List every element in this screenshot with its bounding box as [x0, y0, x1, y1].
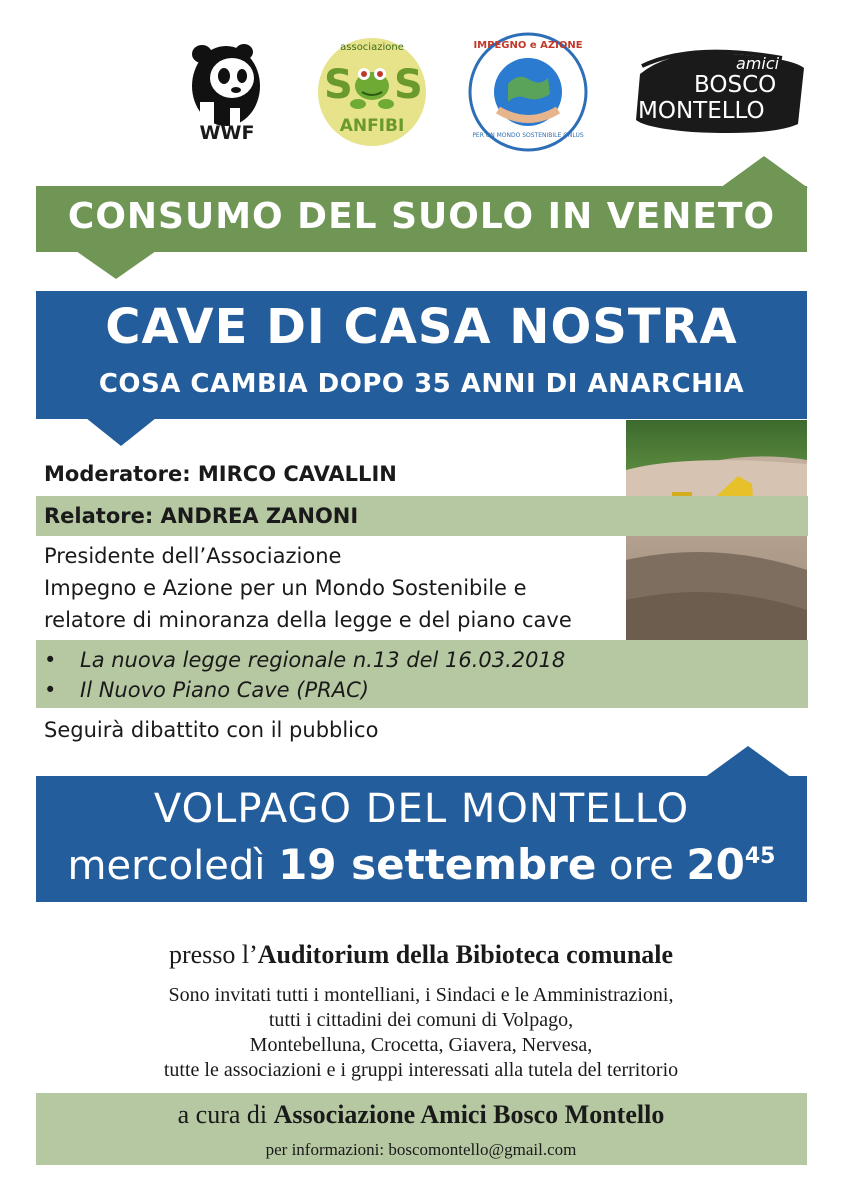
- topic-text: La nuova legge regionale n.13 del 16.03.2018: [80, 648, 566, 672]
- speaker-description-line: Presidente dell’Associazione: [44, 544, 342, 568]
- venue-prefix: presso l’: [168, 940, 258, 969]
- topic-title: CONSUMO DEL SUOLO IN VENETO: [67, 196, 776, 237]
- impegno-azione-logo: [468, 32, 588, 152]
- speaker-description-line: relatore di minoranza della legge e del piano cave: [44, 608, 572, 632]
- organizer-name: Associazione Amici Bosco Montello: [273, 1100, 665, 1129]
- contact-info: per informazioni: boscomontello@gmail.com: [265, 1140, 577, 1159]
- bullet-icon: •: [44, 678, 57, 702]
- moderator-line: Moderatore: MIRCO CAVALLIN: [44, 462, 397, 486]
- amici-line2: MONTELLO: [638, 98, 765, 124]
- event-datetime: [36, 840, 807, 889]
- amici-bosco-montello-logo: [632, 44, 808, 138]
- invitation-line: Montebelluna, Crocetta, Giavera, Nervesa,: [249, 1034, 593, 1056]
- sos-s2: S: [394, 62, 423, 108]
- topic-bullet: [44, 648, 565, 672]
- event-minutes: 45: [744, 844, 776, 869]
- event-banner: [36, 776, 807, 902]
- invitation-line: tutti i cittadini dei comuni di Volpago,: [268, 1009, 574, 1031]
- headline-title: CAVE DI CASA NOSTRA: [105, 299, 738, 355]
- invitation-line: tutte le associazioni e i gruppi interessati alla tutela del territorio: [163, 1059, 679, 1081]
- headline-subtitle: COSA CAMBIA DOPO 35 ANNI DI ANARCHIA: [98, 369, 745, 399]
- event-place: VOLPAGO DEL MONTELLO: [153, 786, 690, 832]
- bullet-icon: •: [44, 648, 57, 672]
- speaker-line: Relatore: ANDREA ZANONI: [44, 504, 359, 528]
- sos-s1: S: [324, 62, 353, 108]
- event-day: mercoledì: [67, 843, 266, 889]
- event-ore: ore: [609, 843, 674, 889]
- invitation-line: Sono invitati tutti i montelliani, i Sindaci e le Amministrazioni,: [168, 984, 674, 1006]
- sos-bottom-label: ANFIBI: [339, 116, 405, 136]
- wwf-label: WWF: [199, 122, 255, 144]
- speaker-description-line: Impegno e Azione per un Mondo Sostenibile e: [44, 576, 527, 600]
- debate-note: Seguirà dibattito con il pubblico: [44, 718, 379, 742]
- sos-top-label: associazione: [340, 42, 404, 53]
- venue-line: [0, 940, 842, 970]
- topic-text: Il Nuovo Piano Cave (PRAC): [80, 678, 369, 702]
- green-banner-arrow-top: [720, 156, 808, 188]
- event-banner-arrow: [704, 746, 792, 778]
- wwf-logo: [186, 38, 266, 148]
- headline-arrow: [86, 418, 156, 446]
- green-banner-arrow-bottom: [76, 251, 156, 279]
- venue-name: Auditorium della Bibioteca comunale: [257, 940, 674, 969]
- impegno-top-label: IMPEGNO e AZIONE: [473, 40, 583, 51]
- amici-small-label: amici: [736, 54, 780, 73]
- topic-bullet: [44, 678, 369, 702]
- event-hour: 20: [686, 840, 745, 889]
- sos-anfibi-logo: [316, 36, 428, 148]
- event-date: 19 settembre: [278, 840, 597, 889]
- headline-banner: [36, 291, 807, 419]
- amici-line1: BOSCO: [694, 72, 777, 98]
- topic-banner: [36, 186, 807, 252]
- impegno-bottom-label: PER UN MONDO SOSTENIBILE ONLUS: [472, 132, 584, 139]
- organizer-prefix: a cura di: [177, 1100, 268, 1129]
- organizer-line: [0, 1100, 842, 1130]
